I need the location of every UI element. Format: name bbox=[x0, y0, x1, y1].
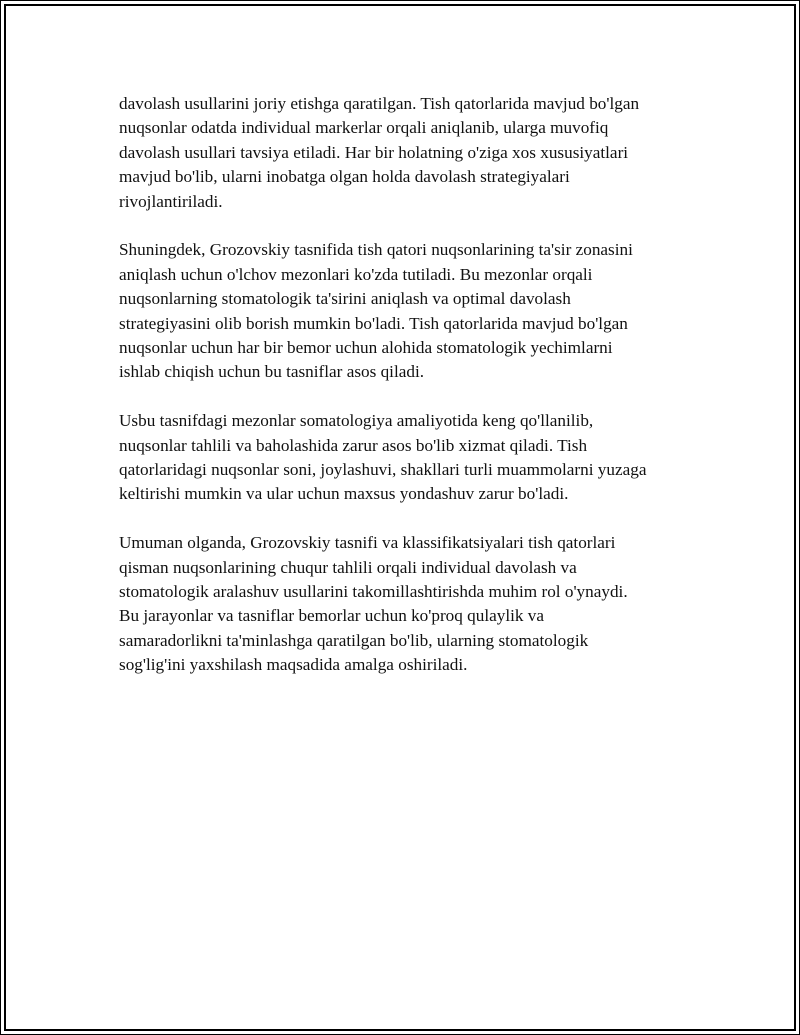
text-line: keltirishi mumkin va ular uchun maxsus yondashuv zarur bo'ladi. bbox=[119, 484, 569, 504]
paragraph bbox=[119, 531, 689, 677]
text-line: nuqsonlarning stomatologik ta'sirini aniqlash va optimal davolash bbox=[119, 289, 571, 309]
text-line: Usbu tasnifdagi mezonlar somatologiya amaliyotida keng qo'llanilib, bbox=[119, 411, 594, 431]
text-line: aniqlash uchun o'lchov mezonlari ko'zda tutiladi. Bu mezonlar orqali bbox=[119, 264, 593, 284]
text-line: sog'lig'ini yaxshilash maqsadida amalga oshiriladi. bbox=[119, 655, 468, 675]
text-line: davolash usullari tavsiya etiladi. Har bir holatning o'ziga xos xususiyatlari bbox=[119, 142, 629, 162]
text-line: qatorlaridagi nuqsonlar soni, joylashuvi, shakllari turli muammolarni yuzaga bbox=[119, 460, 647, 480]
text-line: samaradorlikni ta'minlashga qaratilgan bo'lib, ularning stomatologik bbox=[119, 630, 589, 650]
text-line: nuqsonlar odatda individual markerlar orqali aniqlanib, ularga muvofiq bbox=[119, 118, 609, 138]
paragraph bbox=[119, 238, 689, 384]
text-line: nuqsonlar uchun har bir bemor uchun alohida stomatologik yechimlarni bbox=[119, 338, 613, 358]
text-line: strategiyasini olib borish mumkin bo'ladi. Tish qatorlarida mavjud bo'lgan bbox=[119, 313, 628, 333]
text-line: ishlab chiqish uchun bu tasniflar asos qiladi. bbox=[119, 362, 425, 382]
text-line: Umuman olganda, Grozovskiy tasnifi va klassifikatsiyalari tish qatorlari bbox=[119, 533, 616, 553]
text-line: mavjud bo'lib, ularni inobatga olgan holda davolash strategiyalari bbox=[119, 167, 570, 187]
text-line: Bu jarayonlar va tasniflar bemorlar uchun ko'proq qulaylik va bbox=[119, 606, 545, 626]
text-line: nuqsonlar tahlili va baholashida zarur asos bo'lib xizmat qiladi. Tish bbox=[119, 435, 588, 455]
document-body bbox=[119, 92, 689, 702]
text-line: qisman nuqsonlarining chuqur tahlili orqali individual davolash va bbox=[119, 557, 577, 577]
paragraph bbox=[119, 92, 689, 214]
text-line: Shuningdek, Grozovskiy tasnifida tish qatori nuqsonlarining ta'sir zonasini bbox=[119, 240, 633, 260]
text-line: rivojlantiriladi. bbox=[119, 191, 223, 211]
text-line: stomatologik aralashuv usullarini takomillashtirishda muhim rol o'ynaydi. bbox=[119, 582, 628, 602]
paragraph bbox=[119, 409, 689, 507]
text-line: davolash usullarini joriy etishga qaratilgan. Tish qatorlarida mavjud bo'lgan bbox=[119, 94, 640, 113]
